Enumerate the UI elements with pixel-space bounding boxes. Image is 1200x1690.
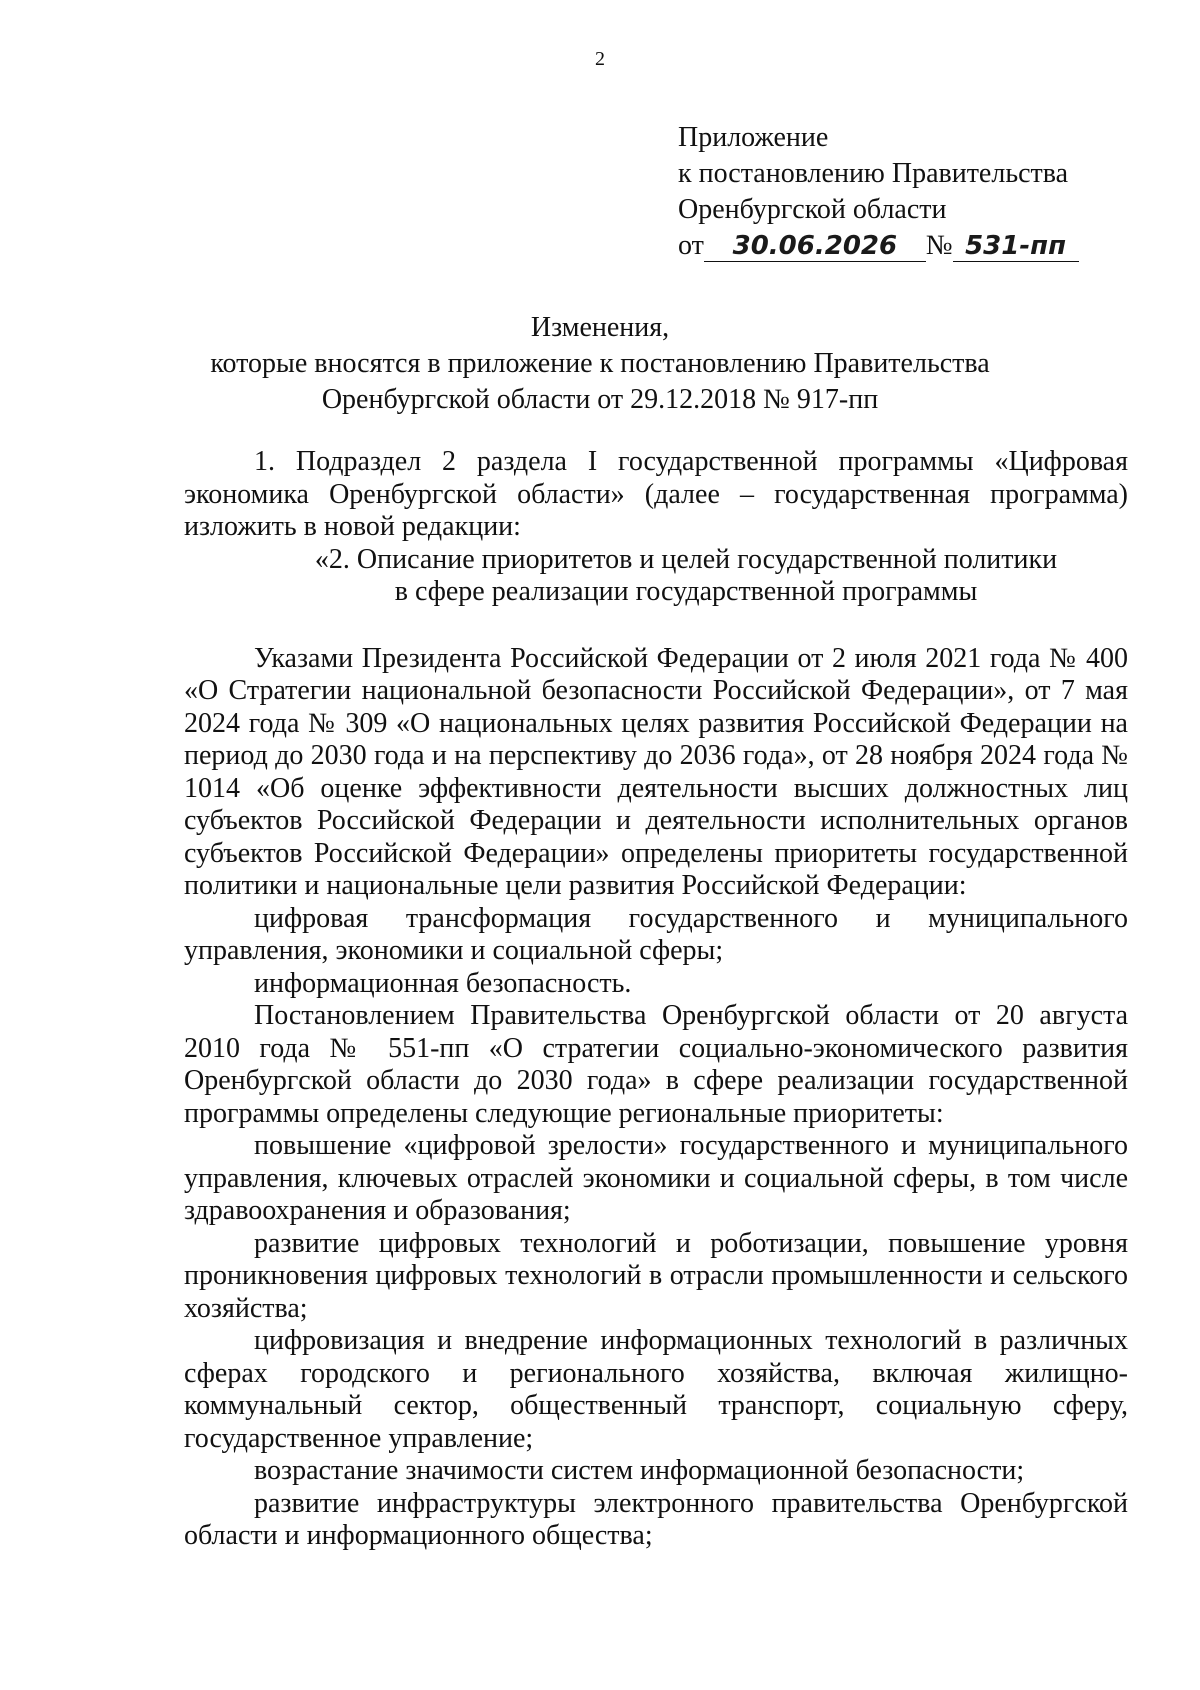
from-label: от: [678, 230, 704, 261]
number-label: №: [925, 230, 953, 261]
document-body: [184, 446, 1128, 1553]
page-number: 2: [595, 48, 605, 70]
handwritten-date: 30.06.2026: [704, 231, 926, 262]
heading-subtitle-line2: Оренбургской области от 29.12.2018 № 917-пп: [321, 384, 879, 415]
section-subheading-line1: «2. Описание приоритетов и целей государственной политики: [314, 543, 1058, 575]
spacer: [184, 609, 1128, 643]
paragraph-security-systems: возрастание значимости систем информационной безопасности;: [254, 1455, 1025, 1486]
paragraph-information-security: информационная безопасность.: [254, 967, 632, 999]
appendix-block: [678, 120, 1079, 264]
paragraph-digital-maturity: повышение «цифровой зрелости» государственного и муниципального управления, ключевых отраслей экономики и социальной сферы, в том числе здравоохранения и образования;: [184, 1130, 1128, 1226]
item-1-paragraph: 1. Подраздел 2 раздела I государственной программы «Цифровая экономика Оренбургской области» (далее – государственная программа) изложить в новой редакции:: [184, 446, 1128, 542]
heading-subtitle-line1: которые вносятся в приложение к постановлению Правительства: [210, 348, 990, 379]
paragraph-regional-resolution: Постановлением Правительства Оренбургской области от 20 августа 2010 года № 551-пп «О стратегии социально-экономического развития Оренбургской области до 2030 года» в сфере реализации государственной программы определены следующие региональные приоритеты:: [184, 1000, 1128, 1129]
appendix-date-number-line: [678, 228, 1079, 264]
paragraph-e-government: развитие инфраструктуры электронного правительства Оренбургской области и информационного общества;: [184, 1487, 1128, 1551]
paragraph-digital-technologies: развитие цифровых технологий и роботизации, повышение уровня проникновения цифровых технологий в отрасли промышленности и сельского хозяйства;: [184, 1227, 1128, 1324]
section-subheading-line2: в сфере реализации государственной программы: [394, 576, 978, 607]
appendix-reference: к постановлению Правительства: [678, 158, 1069, 189]
paragraph-presidential-decrees: Указами Президента Российской Федерации от 2 июля 2021 года № 400 «О Стратегии национальной безопасности Российской Федерации», от 7 мая 2024 года № 309 «О национальных целях развития Российской Федерации на период до 2030 года и на перспективу до 2036 года», от 28 ноября 2024 года № 1014 «Об оценке эффективности деятельности высших должностных лиц субъектов Российской Федерации и деятельности исполнительных органов субъектов Российской Федерации» определены приоритеты государственной политики и национальные цели развития Российской Федерации:: [184, 642, 1128, 901]
paragraph-digital-transformation: цифровая трансформация государственного и муниципального управления, экономики и социальной сферы;: [184, 902, 1128, 966]
heading-title: Изменения,: [530, 312, 670, 343]
appendix-title: Приложение: [678, 122, 829, 153]
appendix-region: Оренбургской области: [678, 194, 947, 225]
handwritten-number: 531-пп: [953, 231, 1079, 262]
paragraph-digitalization: цифровизация и внедрение информационных технологий в различных сферах городского и регионального хозяйства, включая жилищно-коммунальный сектор, общественный транспорт, социальную сферу, государственное управление;: [184, 1325, 1128, 1454]
document-heading: [0, 310, 1200, 418]
